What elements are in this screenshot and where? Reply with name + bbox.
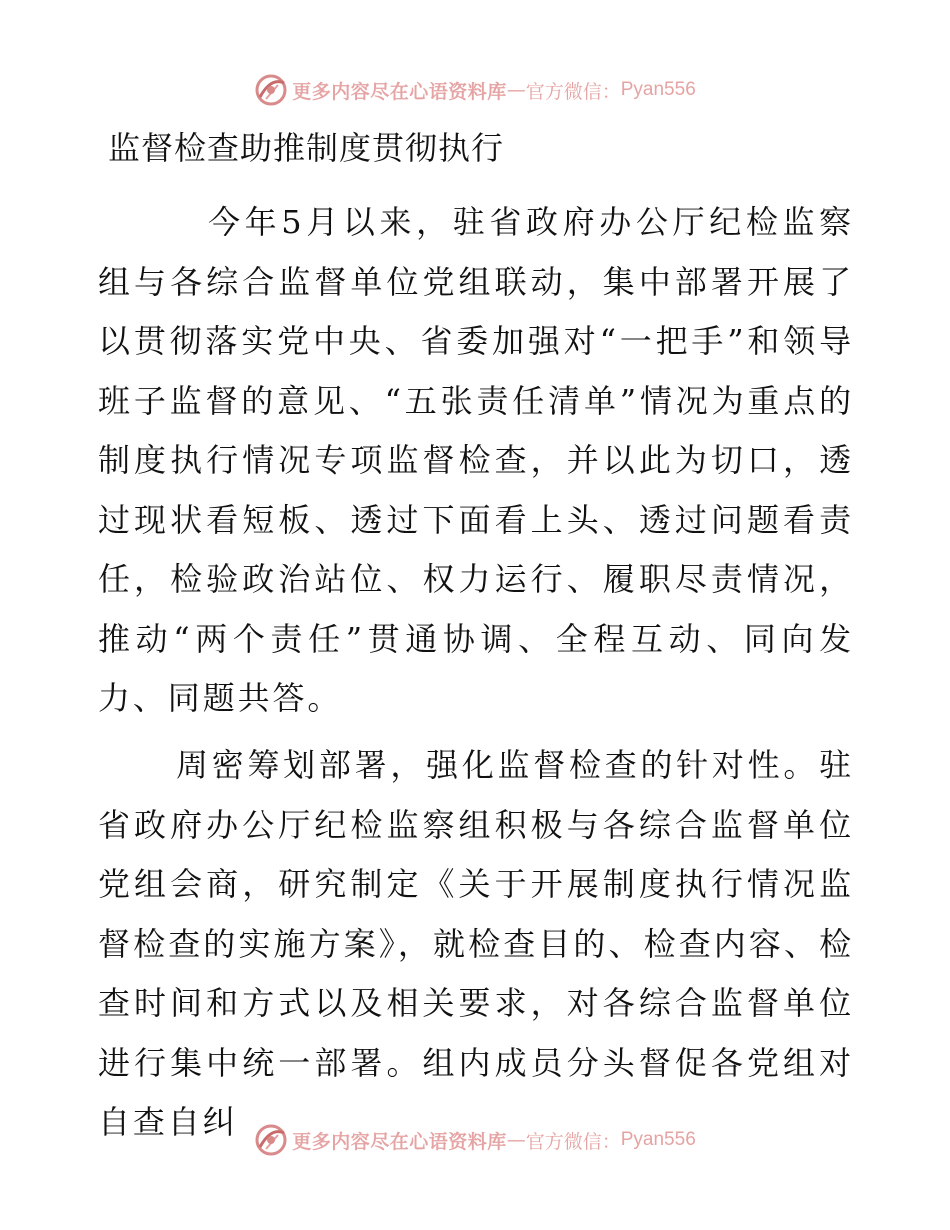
header-watermark bbox=[0, 72, 950, 108]
paragraph-1: 今年5月以来，驻省政府办公厅纪检监察组与各综合监督单位党组联动，集中部署开展了以贯彻落实党中央、省委加强对“一把手”和领导班子监督的意见、“五张责任清单”情况为重点的制度执行情况专项监督检查，并以此为切口，透过现状看短板、透过下面看上头、透过问题看责任，检验政治站位、权力运行、履职尽责情况，推动“两个责任”贯通协调、全程互动、同向发力、同题共答。 bbox=[98, 203, 854, 717]
watermark-dash: — bbox=[506, 79, 526, 101]
document-title: 监督检查助推制度贯彻执行 bbox=[108, 129, 505, 167]
watermark-main-text: 更多内容尽在心语资料库 bbox=[292, 1130, 507, 1153]
stamp-logo-icon bbox=[254, 1123, 288, 1157]
watermark-wechat-id: Pyan556 bbox=[620, 1129, 696, 1150]
watermark-dash: — bbox=[506, 1129, 526, 1151]
watermark-official-label: 官方微信： bbox=[525, 80, 621, 103]
watermark-official-label: 官方微信： bbox=[525, 1130, 621, 1153]
stamp-logo-icon bbox=[254, 73, 288, 107]
paragraph-2: 周密筹划部署，强化监督检查的针对性。驻省政府办公厅纪检监察组积极与各综合监督单位党组会商，研究制定《关于开展制度执行情况监督检查的实施方案》，就检查目的、检查内容、检查时间和方式以及相关要求，对各综合监督单位进行集中统一部署。组内成员分头督促各党组对自查自纠 bbox=[98, 746, 854, 1141]
watermark-main-text: 更多内容尽在心语资料库 bbox=[292, 80, 507, 103]
watermark-wechat-id: Pyan556 bbox=[620, 79, 696, 100]
footer-watermark bbox=[0, 1122, 950, 1158]
